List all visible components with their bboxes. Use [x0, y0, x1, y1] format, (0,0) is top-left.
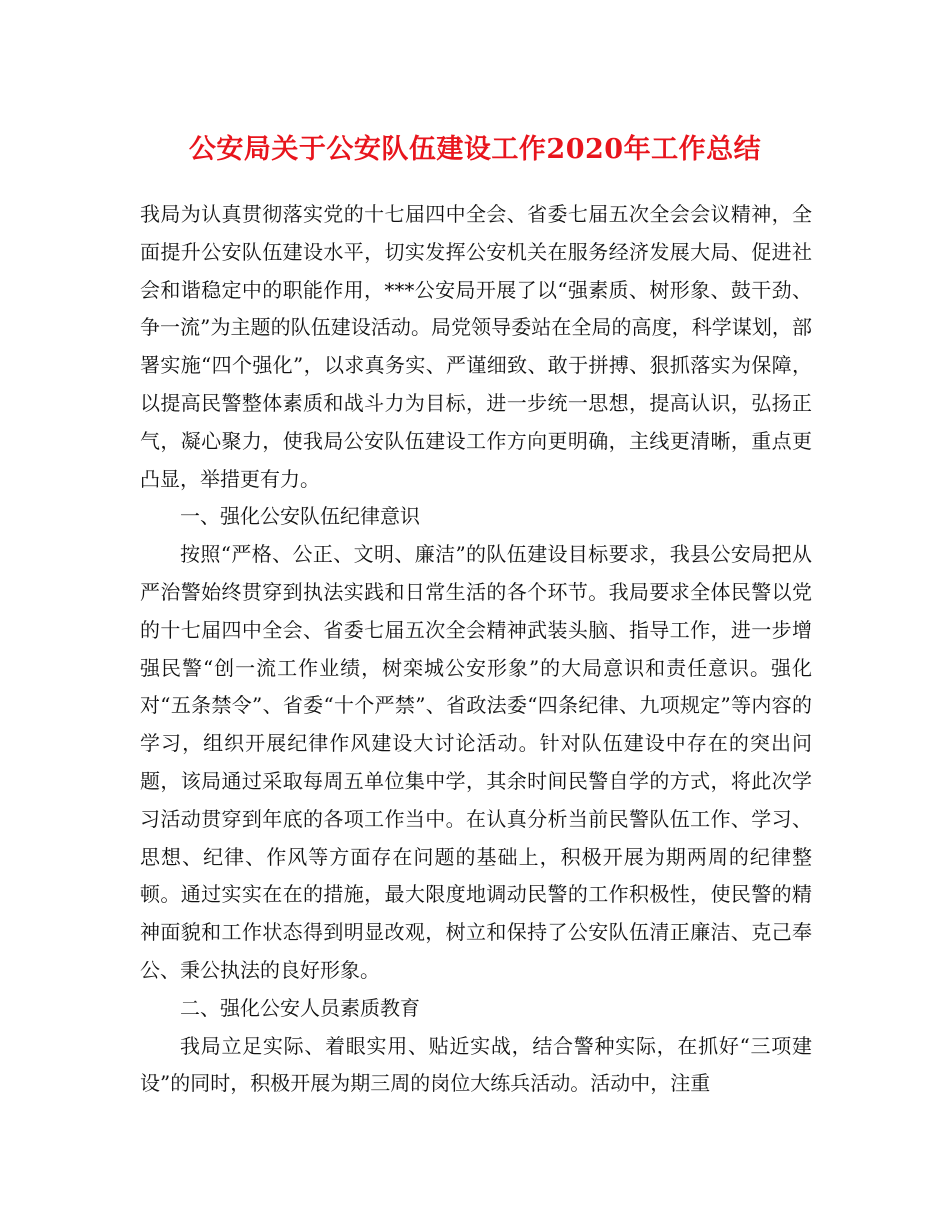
section-heading-2: 二、强化公安人员素质教育	[180, 995, 420, 1020]
intro-paragraph: 我局为认真贯彻落实党的十七届四中全会、省委七届五次全会会议精神，全面提升公安队伍建设水平，切实发挥公安机关在服务经济发展大局、促进社会和谐稳定中的职能作用，***公安局开展了以“强素质、树形象、鼓干劲、争一流”为主题的队伍建设活动。局党领导委站在全局的高度，科学谋划，部署实施“四个强化”，以求真务实、严谨细致、敢于拼搏、狠抓落实为保障，以提高民警整体素质和战斗力为目标，进一步统一思想，提高认识，弘扬正气，凝心聚力，使我局公安队伍建设工作方向更明确，主线更清晰，重点更凸显，举措更有力。	[140, 202, 812, 491]
document-title: 公安局关于公安队伍建设工作2020年工作总结	[188, 134, 762, 165]
section-heading-1: 一、强化公安队伍纪律意识	[180, 504, 420, 529]
section-1-paragraph: 按照“严格、公正、文明、廉洁”的队伍建设目标要求，我县公安局把从严治警始终贯穿到执法实践和日常生活的各个环节。我局要求全体民警以党的十七届四中全会、省委七届五次全会精神武装头脑、指导工作，进一步增强民警“创一流工作业绩，树栾城公安形象”的大局意识和责任意识。强化对“五条禁令”、省委“十个严禁”、省政法委“四条纪律、九项规定”等内容的学习，组织开展纪律作风建设大讨论活动。针对队伍建设中存在的突出问题，该局通过采取每周五单位集中学，其余时间民警自学的方式，将此次学习活动贯穿到年底的各项工作当中。在认真分析当前民警队伍工作、学习、思想、纪律、作风等方面存在问题的基础上，积极开展为期两周的纪律整顿。通过实实在在的措施，最大限度地调动民警的工作积极性，使民警的精神面貌和工作状态得到明显改观，树立和保持了公安队伍清正廉洁、克己奉公、秉公执法的良好形象。	[140, 542, 812, 982]
document-body	[140, 196, 812, 1103]
section-2-paragraph: 我局立足实际、着眼实用、贴近实战，结合警种实际，在抓好“三项建设”的同时，积极开展为期三周的岗位大练兵活动。活动中，注重	[140, 1033, 812, 1096]
